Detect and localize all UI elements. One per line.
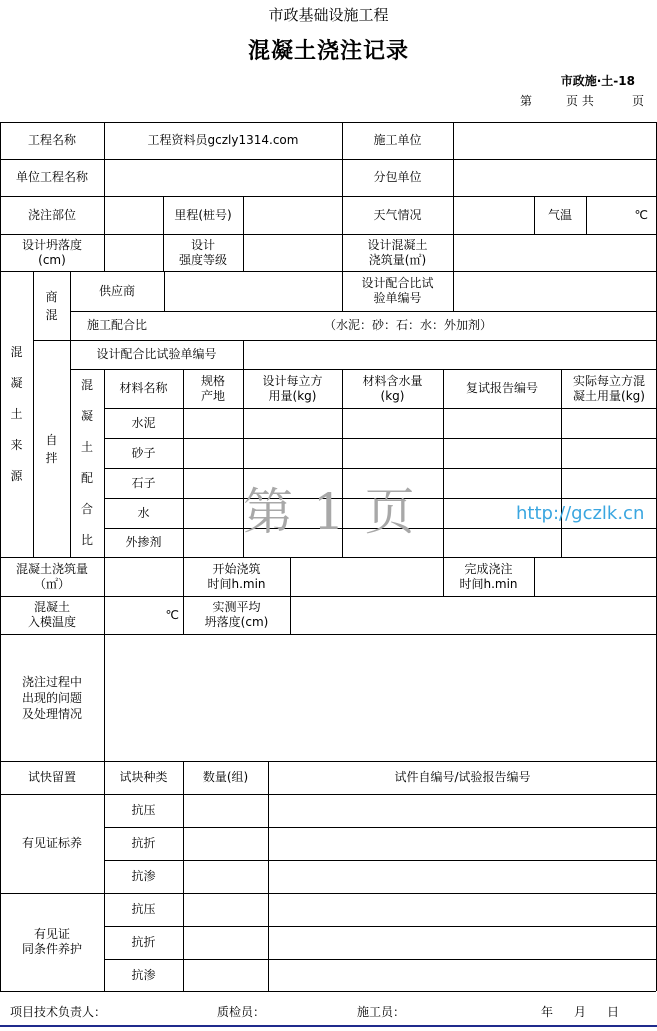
witness-standard-label: 有见证标养	[21, 836, 82, 850]
col-spec-origin: 规格 产地	[200, 373, 225, 403]
material-sand: 砂子	[131, 445, 156, 460]
material-cement: 水泥	[131, 415, 156, 430]
table-rule-h	[104, 468, 656, 469]
tech-lead-label: 项目技术负责人：	[10, 1005, 107, 1019]
self-mix-test-no-label: 设计配合比试验单编号	[96, 347, 217, 361]
table-rule-v	[164, 271, 165, 311]
specimen-no-header: 试件自编号/试验报告编号	[394, 770, 531, 784]
table-rule-h	[104, 438, 656, 439]
page-watermark: 第 1 页	[243, 483, 417, 541]
issues-label: 浇注过程中 出现的问题 及处理情况	[21, 674, 82, 721]
page-label-ye-gong: 页 共	[566, 94, 594, 108]
std-compression: 抗压	[131, 803, 156, 817]
temp-label: 气温	[547, 207, 572, 222]
page-label-di: 第	[520, 94, 533, 108]
mold-temp-label: 混凝土 入模温度	[27, 600, 76, 629]
day-label: 日	[607, 1005, 620, 1019]
start-time-label: 开始浇筑 时间h.min	[207, 561, 266, 591]
col-actual-dosage: 实际每立方混 凝土用量(kg)	[572, 373, 645, 403]
form-title: 混凝土浇注记录	[247, 39, 409, 64]
table-rule-v	[453, 271, 454, 311]
weather-label: 天气情况	[373, 207, 422, 222]
worker-label: 施工员：	[357, 1005, 406, 1019]
table-rule-h	[104, 408, 656, 409]
design-grade-label: 设计 强度等级	[178, 237, 227, 267]
table-rule-h	[104, 959, 656, 960]
design-slump-label: 设计坍落度 (cm)	[21, 237, 82, 267]
table-rule-v	[243, 196, 244, 271]
pour-volume-label: 混凝土浇筑量 （㎡）	[15, 561, 88, 591]
bottom-rule	[0, 1025, 657, 1027]
table-rule-h	[0, 991, 656, 992]
col-design-dosage: 设计每立方 用量(kg)	[262, 373, 323, 403]
material-stone: 石子	[131, 475, 156, 490]
specimen-header-label: 试快留置	[27, 770, 76, 784]
end-time-label: 完成浇注 时间h.min	[459, 561, 518, 591]
pour-part-label: 浇注部位	[27, 207, 76, 222]
material-water: 水	[137, 505, 150, 520]
std-impermeability: 抗渗	[131, 869, 156, 883]
site-url: http://gczlk.cn	[516, 503, 645, 524]
month-label: 月	[574, 1005, 587, 1019]
source-vertical-label: 混 凝 土 来 源	[10, 344, 23, 483]
specimen-type-header: 试块种类	[119, 770, 168, 784]
table-rule-v	[290, 557, 291, 634]
sub-unit-label: 分包单位	[373, 170, 422, 184]
org-name: 市政基础设施工程	[268, 6, 389, 24]
table-rule-v	[453, 122, 454, 271]
witness-same-label: 有见证 同条件养护	[21, 927, 82, 956]
same-impermeability: 抗渗	[131, 967, 156, 982]
unit-project-label: 单位工程名称	[15, 170, 88, 184]
specimen-qty-header: 数量(组)	[202, 770, 249, 784]
mix-formula: （水泥：砂：石：水：外加剂）	[324, 318, 493, 332]
construction-mix-label: 施工配合比	[86, 318, 147, 332]
mileage-label: 里程(桩号)	[174, 207, 232, 222]
col-retest-no: 复试报告编号	[465, 381, 538, 395]
mold-temp-unit: ℃	[165, 607, 179, 622]
table-rule-v	[268, 761, 269, 991]
qc-label: 质检员：	[217, 1005, 266, 1019]
form-code: 市政施·土-18	[560, 74, 635, 88]
self-mixed-label: 自 拌	[45, 432, 58, 465]
builder-label: 施工单位	[373, 133, 422, 147]
design-volume-label: 设计混凝土 浇筑量(㎡)	[367, 237, 428, 267]
same-compression: 抗压	[131, 902, 156, 916]
same-flexural: 抗折	[131, 935, 156, 949]
page-label-ye: 页	[632, 94, 645, 108]
supplier-label: 供应商	[98, 283, 135, 298]
table-rule-v	[534, 557, 535, 596]
material-admixture: 外掺剂	[125, 535, 162, 549]
table-rule-h	[104, 860, 656, 861]
std-flexural: 抗折	[131, 836, 156, 850]
table-rule-v	[183, 761, 184, 991]
year-label: 年	[541, 1005, 554, 1019]
mix-ratio-vertical-label: 混 凝 土 配 合 比	[80, 378, 93, 547]
table-rule-h	[104, 926, 656, 927]
col-material-name: 材料名称	[119, 381, 168, 395]
mix-test-no-label: 设计配合比试 验单编号	[361, 276, 434, 305]
table-rule-h	[104, 827, 656, 828]
avg-slump-label: 实测平均 坍落度(cm)	[204, 600, 269, 629]
project-name-value[interactable]: 工程资料员gczly1314.com	[147, 133, 299, 147]
temp-unit: ℃	[634, 207, 648, 222]
commercial-label: 商 混	[45, 289, 58, 322]
project-name-label: 工程名称	[27, 133, 76, 147]
col-moisture: 材料含水量 (kg)	[362, 373, 423, 403]
table-rule-v	[243, 340, 244, 369]
